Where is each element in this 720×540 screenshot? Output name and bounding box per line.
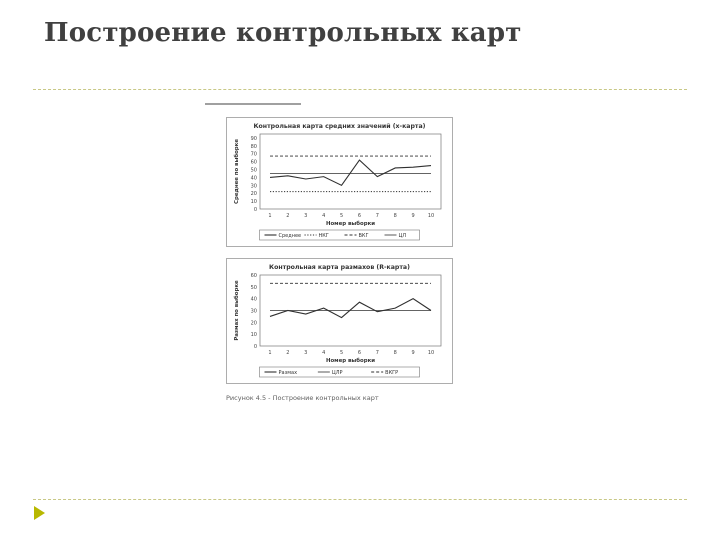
chart-frame (227, 259, 453, 384)
y-tick-label: 60 (250, 159, 257, 166)
x-tick-label: 2 (286, 350, 290, 356)
y-tick-label: 10 (250, 332, 257, 339)
chart-frame (227, 118, 453, 247)
figure-header-stub (205, 103, 301, 105)
x-tick-label: 10 (427, 350, 435, 356)
x-tick-label: 7 (375, 213, 379, 219)
bottom-divider (33, 499, 687, 500)
y-tick-label: 60 (250, 273, 257, 279)
legend-label: ВКГР (385, 370, 399, 376)
chart-svg (226, 117, 453, 247)
y-tick-label: 10 (250, 199, 257, 206)
legend-label: ЦЛ (398, 233, 407, 239)
legend-label: Размах (278, 370, 298, 376)
y-tick-label: 50 (250, 167, 257, 174)
x-tick-label: 8 (393, 350, 397, 356)
x-tick-label: 4 (322, 350, 326, 356)
x-axis-label: Номер выборки (325, 221, 376, 227)
y-axis-label: Среднее по выборке (234, 139, 240, 204)
y-tick-label: 30 (250, 183, 257, 190)
x-tick-label: 5 (339, 213, 344, 219)
legend-label: Среднее (278, 233, 302, 239)
figure-caption: Рисунок 4.5 - Построение контрольных карт (226, 394, 379, 402)
x-tick-label: 9 (411, 350, 415, 356)
y-tick-label: 40 (250, 175, 257, 182)
y-tick-label: 90 (250, 135, 257, 142)
x-tick-label: 6 (357, 213, 362, 219)
legend-label: НКГ (318, 233, 329, 239)
y-tick-label: 30 (250, 308, 257, 315)
chart-svg (226, 258, 453, 384)
legend-label: ВКГ (358, 233, 369, 239)
x-tick-label: 8 (393, 213, 397, 219)
x-tick-label: 4 (322, 213, 326, 219)
x-tick-label: 1 (268, 350, 272, 356)
y-tick-label: 0 (253, 207, 257, 213)
top-divider (33, 89, 687, 90)
y-tick-label: 70 (250, 151, 257, 158)
x-tick-label: 2 (286, 213, 290, 219)
range-control-chart (226, 258, 453, 384)
x-tick-label: 9 (411, 213, 415, 219)
x-tick-label: 1 (268, 213, 272, 219)
chart-title: Контрольная карта средних значений (x-карта) (253, 123, 426, 130)
legend-label: ЦЛР (331, 370, 343, 376)
x-tick-label: 6 (357, 350, 362, 356)
x-axis-label: Номер выборки (325, 358, 376, 364)
slide-title: Построение контрольных карт (44, 18, 522, 48)
x-tick-label: 7 (375, 350, 379, 356)
y-tick-label: 0 (253, 344, 257, 350)
y-tick-label: 50 (250, 284, 257, 291)
x-tick-label: 10 (427, 213, 435, 219)
x-tick-label: 5 (339, 350, 344, 356)
y-axis-label: Размах по выборке (234, 280, 240, 341)
y-tick-label: 20 (250, 191, 257, 198)
x-tick-label: 3 (304, 350, 308, 356)
y-tick-label: 20 (250, 320, 257, 327)
y-tick-label: 80 (250, 143, 257, 150)
chart-title: Контрольная карта размахов (R-карта) (269, 264, 410, 271)
y-tick-label: 40 (250, 296, 257, 303)
bullet-arrow-icon (34, 506, 46, 520)
x-bar-control-chart (226, 117, 453, 247)
x-tick-label: 3 (304, 213, 308, 219)
